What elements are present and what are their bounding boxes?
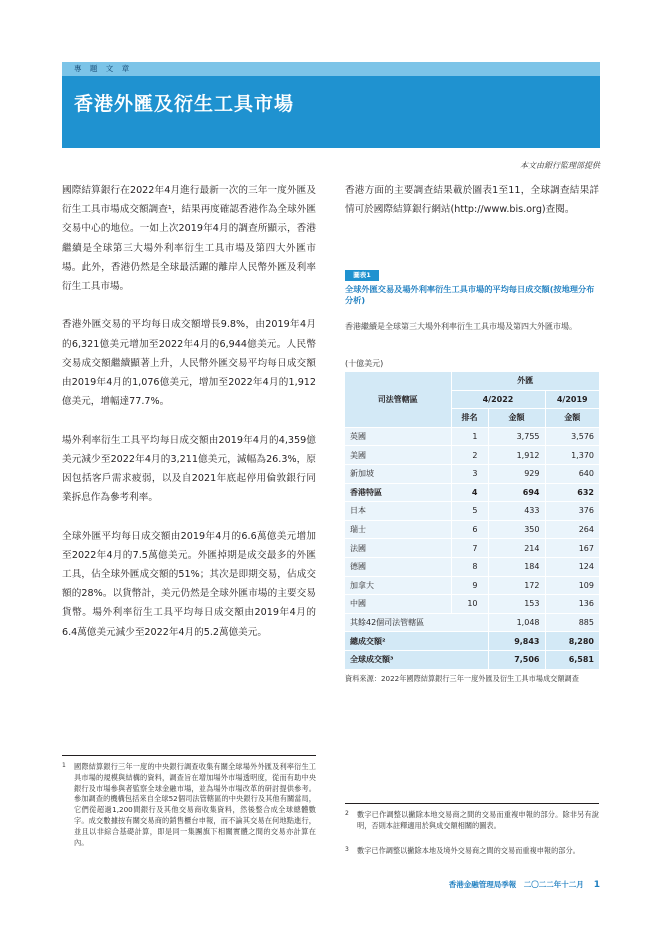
footnote-2 [345, 810, 599, 844]
table-row-others: 其餘42個司法管轄區 1,048 885 [345, 613, 599, 632]
col-2019: 4/2019 [545, 390, 599, 409]
col-2022: 4/2022 [451, 390, 545, 409]
chart-source: 資料來源：2022年國際結算銀行三年一度外匯及衍生工具市場成交額調查 [345, 674, 579, 683]
col-amount-2019: 金額 [545, 409, 599, 428]
footnote-1-mark: 1 [62, 762, 66, 769]
col-rank: 排名 [451, 409, 488, 428]
byline: 本文由銀行監理部提供 [520, 161, 600, 170]
table-row: 美國 2 1,912 1,370 [345, 446, 599, 465]
paragraph-2: 香港外匯交易的平均每日成交額增長9.8%，由2019年4月的6,321億美元增加至2022年4月的6,944億美元。人民幣交易成交額繼續顯著上升，人民幣外匯交易平均每日成交額由2019年4月的1,076億美元，增加至2022年4月的1,912億美元，增幅達77.7%。 [62, 319, 316, 408]
table-row: 英國 1 3,755 3,576 [345, 427, 599, 446]
col-amount-2022: 金額 [488, 409, 545, 428]
footnote-divider-right [345, 803, 599, 804]
chart-subtitle: 香港繼續是全球第三大場外利率衍生工具市場及第四大外匯市場。 [345, 322, 577, 331]
article-title: 香港外匯及衍生工具市場 [74, 93, 295, 115]
col-fx: 外匯 [451, 372, 599, 390]
left-column [62, 181, 316, 661]
footnote-2-mark: 2 [345, 810, 349, 817]
footnote-3-mark: 3 [345, 846, 349, 853]
table-row-hong-kong: 香港特區 4 694 632 [345, 483, 599, 502]
section-label: 專 題 文 章 [74, 64, 133, 73]
table-row-total: 總成交額² 9,843 8,280 [345, 632, 599, 651]
chart-title: 全球外匯交易及場外利率衍生工具市場的平均每日成交額(按地理分布分析) [345, 284, 595, 305]
paragraph-4: 全球外匯平均每日成交額由2019年4月的6.6萬億美元增加至2022年4月的7.5萬億美元。外匯掉期是成交最多的外匯工具，佔全球外匯成交額的51%；其次是即期交易，佔成交額的28%。以貨幣計，美元仍然是全球外匯市場的主要交易貨幣。場外利率衍生工具平均每日成交額由2019年4月的6.4萬億美元減少至2022年4月的5.2萬億美元。 [62, 530, 316, 638]
footnote-divider-left [62, 755, 316, 756]
right-intro: 香港方面的主要調查結果載於圖表1至11，全球調查結果詳情可於國際結算銀行網站(http://www.bis.org)查閱。 [345, 185, 599, 216]
section-label-bar [62, 62, 600, 76]
footnote-1 [62, 762, 316, 872]
page-number: 1 [593, 880, 600, 890]
table-row-global: 全球成交額³ 7,506 6,581 [345, 650, 599, 669]
footnote-3-text: 數字已作調整以撇除本地及境外交易商之間的交易而重複申報的部分。 [357, 846, 580, 855]
fx-turnover-table [345, 372, 599, 670]
table-row: 日本 5 433 376 [345, 502, 599, 521]
footnote-2-text: 數字已作調整以撇除本地交易商之間的交易而重複申報的部分。除非另有說明，否則本註釋適用於與成交額相關的圖表。 [357, 810, 599, 830]
table-row: 瑞士 6 350 264 [345, 520, 599, 539]
table-row: 新加坡 3 929 640 [345, 464, 599, 483]
paragraph-1: 國際結算銀行在2022年4月進行最新一次的三年一度外匯及衍生工具市場成交額調查¹，結果再度確認香港作為全球外匯交易中心的地位。一如上次2019年4月的調查所顯示，香港繼續是全球第三大場外利率衍生工具市場及第四大外匯市場。此外，香港仍然是全球最活躍的離岸人民幣外匯及利率衍生工具市場。 [62, 185, 316, 293]
page-footer [449, 879, 600, 890]
footnote-1-text: 國際結算銀行三年一度的中央銀行調查收集有關全球場外外匯及利率衍生工具市場的規模與結構的資料，調查旨在增加場外市場透明度，從而有助中央銀行及市場參與者監察全球金融市場，並為場外市場改革的研討提供參考。參加調查的機構包括來自全球52個司法管轄區的中央銀行及其他有關當局，它們從超過1,200間銀行及其他交易商收集資料，然後整合成全球總體數字。成交數據按有關交易商的銷售櫃台申報，而不論其交易在何地點進行，並且以非綜合基礎計算，即是同一集團旗下相關實體之間的交易亦計算在內。 [74, 762, 316, 847]
title-banner [62, 76, 600, 148]
table-row: 德國 8 184 124 [345, 557, 599, 576]
table-row: 法國 7 214 167 [345, 539, 599, 558]
footnote-3 [345, 846, 599, 870]
table-row: 中國 10 153 136 [345, 595, 599, 614]
right-column [345, 181, 599, 219]
chart-tag: 圖表1 [345, 270, 379, 281]
table-row: 加拿大 9 172 109 [345, 576, 599, 595]
publication-name: 香港金融管理局季報 二〇二二年十二月 [448, 880, 584, 889]
paragraph-3: 場外利率衍生工具平均每日成交額由2019年4月的4,359億美元減少至2022年4月的3,211億美元，減幅為26.3%，原因包括客戶需求疲弱，以及自2021年底起停用倫敦銀行同業拆息作為參考利率。 [62, 434, 316, 504]
chart-unit: (十億美元) [345, 359, 384, 368]
col-jurisdiction: 司法管轄區 [345, 372, 451, 427]
